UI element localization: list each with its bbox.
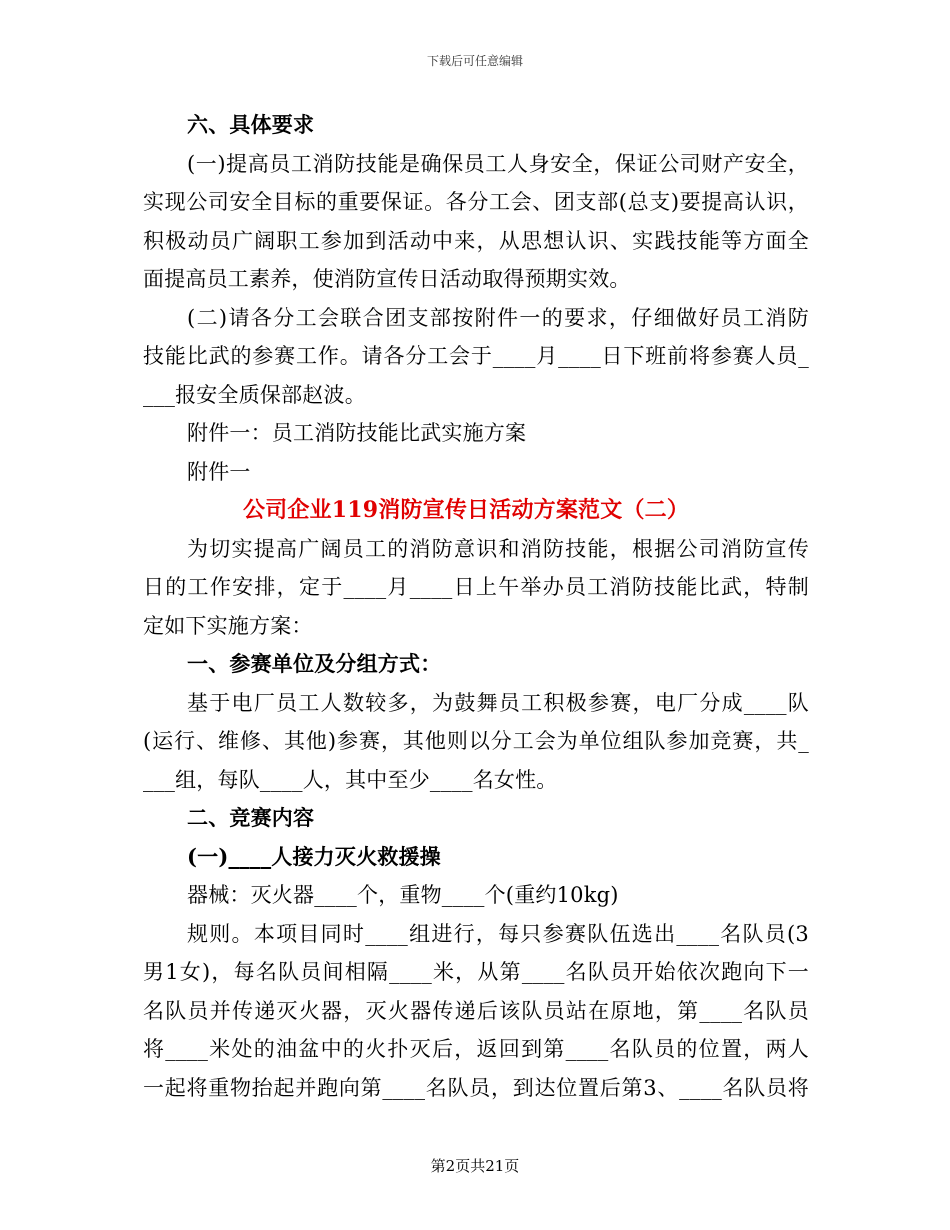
paragraph-line: 名队员并传递灭火器，灭火器传递后该队员站在原地，第____名队员 (143, 998, 809, 1023)
paragraph-line: 面提高员工素养，使消防宣传日活动取得预期实效。 (143, 267, 631, 291)
paragraph-line: 将____米处的油盆中的火扑灭后，返回到第____名队员的位置，两人 (143, 1037, 809, 1061)
paragraph-line: 积极动员广阔职工参加到活动中来，从思想认识、实践技能等方面全 (143, 228, 809, 253)
paragraph-line: 基于电厂员工人数较多，为鼓舞员工积极参赛，电厂分成____队 (187, 690, 809, 715)
paragraph-line: (运行、维修、其他)参赛，其他则以分工会为单位组队参加竞赛，共_ (143, 729, 809, 753)
page-number: 第2页共21页 (430, 1157, 520, 1175)
attachment-line: 附件一 (187, 459, 251, 484)
section-title: 公司企业119消防宣传日活动方案范文（二） (242, 497, 690, 523)
subheading-line: (一)____人接力灭火救援操 (187, 843, 441, 869)
paragraph-line: 定如下实施方案： (143, 613, 313, 638)
paragraph-line: 一起将重物抬起并跑向第____名队员，到达位置后第3、____名队员将 (143, 1075, 809, 1100)
paragraph-line: 规则。本项目同时____组进行，每只参赛队伍选出____名队员(3 (187, 921, 809, 946)
header-note: 下载后可任意编辑 (426, 54, 523, 68)
heading-line: 一、参赛单位及分组方式： (187, 651, 442, 676)
attachment-line: 附件一：员工消防技能比武实施方案 (187, 421, 527, 445)
paragraph-line: ___组，每队____人，其中至少____名女性。 (143, 767, 558, 792)
heading-line: 二、竞赛内容 (187, 805, 315, 830)
paragraph-line: 男1女)，每名队员间相隔____米，从第____名队员开始依次跑向下一 (143, 960, 809, 984)
paragraph-line: 六、具体要求 (187, 112, 315, 137)
paragraph-line: (一)提高员工消防技能是确保员工人身安全，保证公司财产安全， (187, 151, 809, 176)
paragraph-line: 器械：灭火器____个，重物____个(重约10kg) (187, 883, 619, 907)
paragraph-line: 日的工作安排，定于____月____日上午举办员工消防技能比武，特制 (143, 575, 809, 599)
paragraph-line: 实现公司安全目标的重要保证。各分工会、团支部(总支)要提高认识， (143, 190, 809, 214)
document-body (143, 106, 809, 1107)
paragraph-line: 为切实提高广阔员工的消防意识和消防技能，根据公司消防宣传 (187, 536, 809, 561)
paragraph-line: ___报安全质保部赵波。 (143, 382, 366, 407)
paragraph-line: (二)请各分工会联合团支部按附件一的要求，仔细做好员工消防 (187, 305, 809, 330)
paragraph-line: 技能比武的参赛工作。请各分工会于____月____日下班前将参赛人员_ (143, 344, 809, 368)
